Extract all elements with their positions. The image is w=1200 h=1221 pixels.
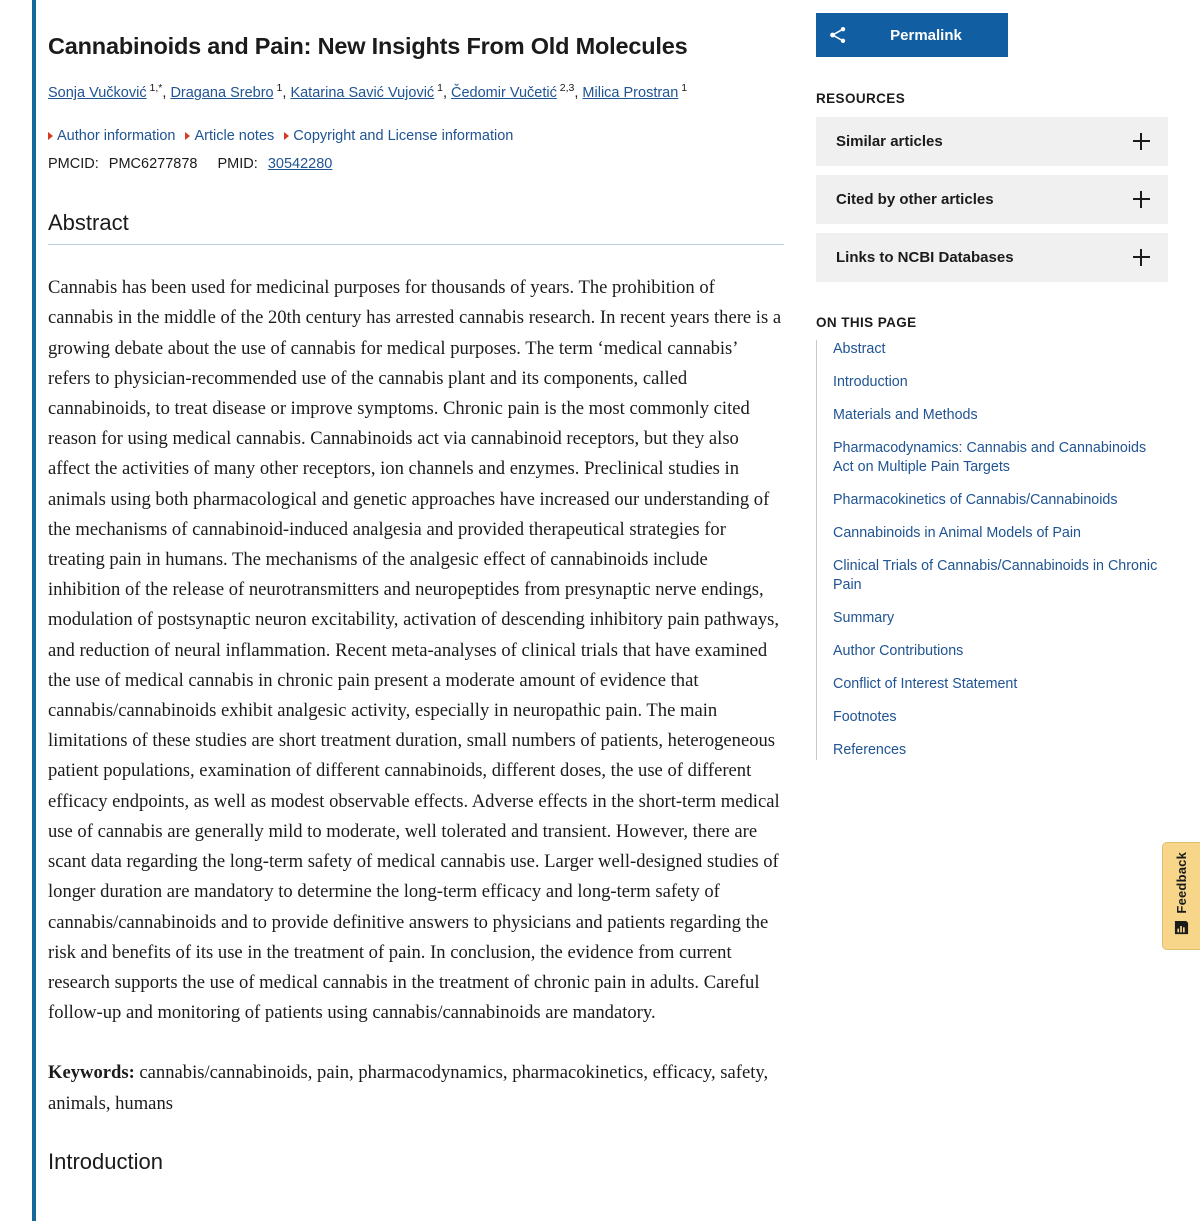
pmcid-label: PMCID: — [48, 156, 99, 173]
resource-accordion-row[interactable] — [816, 117, 1168, 166]
toc-link[interactable]: Author Contributions — [833, 643, 964, 659]
plus-icon — [1133, 133, 1150, 150]
plus-icon — [1133, 249, 1150, 266]
permalink-button[interactable] — [816, 13, 1008, 57]
toc-link[interactable]: Conflict of Interest Statement — [833, 676, 1018, 692]
pmid-label: PMID: — [217, 156, 258, 173]
introduction-heading-wrapper — [48, 1149, 784, 1175]
identifiers-line — [48, 156, 784, 172]
introduction-heading: Introduction — [48, 1148, 163, 1174]
article-meta-links — [48, 126, 784, 146]
abstract-paragraph: Cannabis has been used for medicinal purposes for thousands of years. The prohibition of cannabis in the middle of the 20th century has arrested cannabis research. In recent years there is a growing debate about the use of cannabis for medical purposes. The term ‘medical cannabis’ refers to physician-recommended use of the cannabis plant and its components, called cannabinoids, to treat disease or improve symptoms. Chronic pain is the most commonly cited reason for using medical cannabis. Cannabinoids act via cannabinoid receptors, but they also affect the activities of many other receptors, ion channels and enzymes. Preclinical studies in animals using both pharmacological and genetic approaches have increased our understanding of the mechanisms of cannabinoid-induced analgesia and provided therapeutical strategies for treating pain in humans. The mechanisms of the analgesic effect of cannabinoids include inhibition of the release of neurotransmitters and neuropeptides from presynaptic nerve endings, modulation of postsynaptic neuron excitability, activation of descending inhibitory pain pathways, and reduction of neural inflammation. Recent meta-analyses of clinical trials that have examined the use of medical cannabis in chronic pain present a moderate amount of evidence that cannabis/cannabinoids exhibit analgesic activity, especially in neuropathic pain. The main limitations of these studies are short treatment duration, small numbers of patients, heterogeneous patient populations, examination of different cannabinoids, different doses, the use of different efficacy endpoints, as well as modest observable effects. Adverse effects in the short-term medical use of cannabis are generally mild to moderate, well tolerated and transient. However, there are scant data regarding the long-term safety of medical cannabis use. Larger well-designed studies of longer duration are mandatory to determine the long-term efficacy and long-term safety of cannabis/cannabinoids and to provide definitive answers to physicians and patients regarding the risk and benefits of its use in the treatment of pain. In conclusion, the evidence from current research supports the use of medical cannabis in the treatment of chronic pain in adults. Careful follow-up and monitoring of patients using cannabis/cannabinoids are mandatory. — [48, 277, 782, 1024]
share-icon — [816, 25, 860, 45]
resource-accordion-label: Cited by other articles — [836, 191, 994, 208]
toc-link[interactable]: Pharmacodynamics: Cannabis and Cannabinoids Act on Multiple Pain Targets — [833, 440, 1147, 475]
toc-link[interactable]: Summary — [833, 610, 895, 626]
toc-link[interactable]: Pharmacokinetics of Cannabis/Cannabinoids — [833, 492, 1118, 508]
article-meta-link[interactable]: Copyright and License information — [284, 128, 513, 144]
on-this-page-nav — [816, 340, 1168, 760]
author-link[interactable]: Dragana Srebro — [170, 85, 274, 102]
author-affiliation-marker: 1 — [273, 82, 283, 95]
author-affiliation-marker: 2,3 — [556, 82, 575, 95]
feedback-label: Feedback — [1174, 852, 1189, 914]
left-accent-rail — [32, 0, 36, 1221]
sidebar — [816, 0, 1168, 760]
keywords-label: Keywords: — [48, 1062, 135, 1084]
abstract-heading: Abstract — [48, 210, 784, 245]
author-link[interactable]: Sonja Vučković — [48, 85, 147, 102]
article-column — [48, 0, 784, 1175]
keywords-line — [48, 1058, 784, 1118]
resource-accordion-label: Similar articles — [836, 133, 943, 150]
toc-link[interactable]: Clinical Trials of Cannabis/Cannabinoids in Chronic Pain — [833, 558, 1158, 593]
author-link[interactable]: Milica Prostran — [582, 85, 679, 102]
caret-right-icon — [284, 132, 289, 140]
toc-link[interactable]: Materials and Methods — [833, 407, 978, 423]
resources-accordion — [816, 117, 1168, 282]
resource-accordion-row[interactable] — [816, 233, 1168, 282]
page-title: Cannabinoids and Pain: New Insights From Old Molecules — [48, 33, 688, 59]
toc-link[interactable]: References — [833, 742, 907, 758]
resource-accordion-row[interactable] — [816, 175, 1168, 224]
on-this-page-kicker: ON THIS PAGE — [816, 315, 917, 330]
toc-link[interactable]: Introduction — [833, 374, 908, 390]
article-meta-link[interactable]: Author information — [48, 128, 175, 144]
keywords-values: cannabis/cannabinoids, pain, pharmacodynamics, pharmacokinetics, efficacy, safety, animals, humans — [48, 1062, 769, 1114]
author-link[interactable]: Katarina Savić Vujović — [290, 85, 435, 102]
bar-chart-icon — [1174, 920, 1189, 940]
article-meta-link[interactable]: Article notes — [185, 128, 274, 144]
author-list: Sonja Vučković $^{1,*}$, Dragana Srebro $^1$, Katarina Savić Vujović $^1$, Čedomir Vučetić $^{2,3}$, Milica Prostran $^1$ — [48, 82, 688, 102]
pmid-link[interactable]: 30542280 — [267, 156, 333, 173]
caret-right-icon — [48, 132, 53, 140]
toc-link[interactable]: Abstract — [833, 341, 886, 357]
plus-icon — [1133, 191, 1150, 208]
feedback-tab[interactable] — [1162, 842, 1200, 950]
author-affiliation-marker: 1,* — [146, 82, 163, 95]
caret-right-icon — [185, 132, 190, 140]
permalink-label: Permalink — [890, 26, 962, 44]
toc-link[interactable]: Footnotes — [833, 709, 897, 725]
toc-link[interactable]: Cannabinoids in Animal Models of Pain — [833, 525, 1081, 541]
abstract-heading-wrapper — [48, 210, 784, 245]
author-affiliation-marker: 1 — [678, 82, 688, 95]
author-link[interactable]: Čedomir Vučetić — [451, 85, 557, 102]
resources-kicker: RESOURCES — [816, 91, 906, 106]
pmcid-value: PMC6277878 — [108, 156, 198, 173]
author-affiliation-marker: 1 — [434, 82, 443, 95]
resource-accordion-label: Links to NCBI Databases — [836, 249, 1014, 266]
